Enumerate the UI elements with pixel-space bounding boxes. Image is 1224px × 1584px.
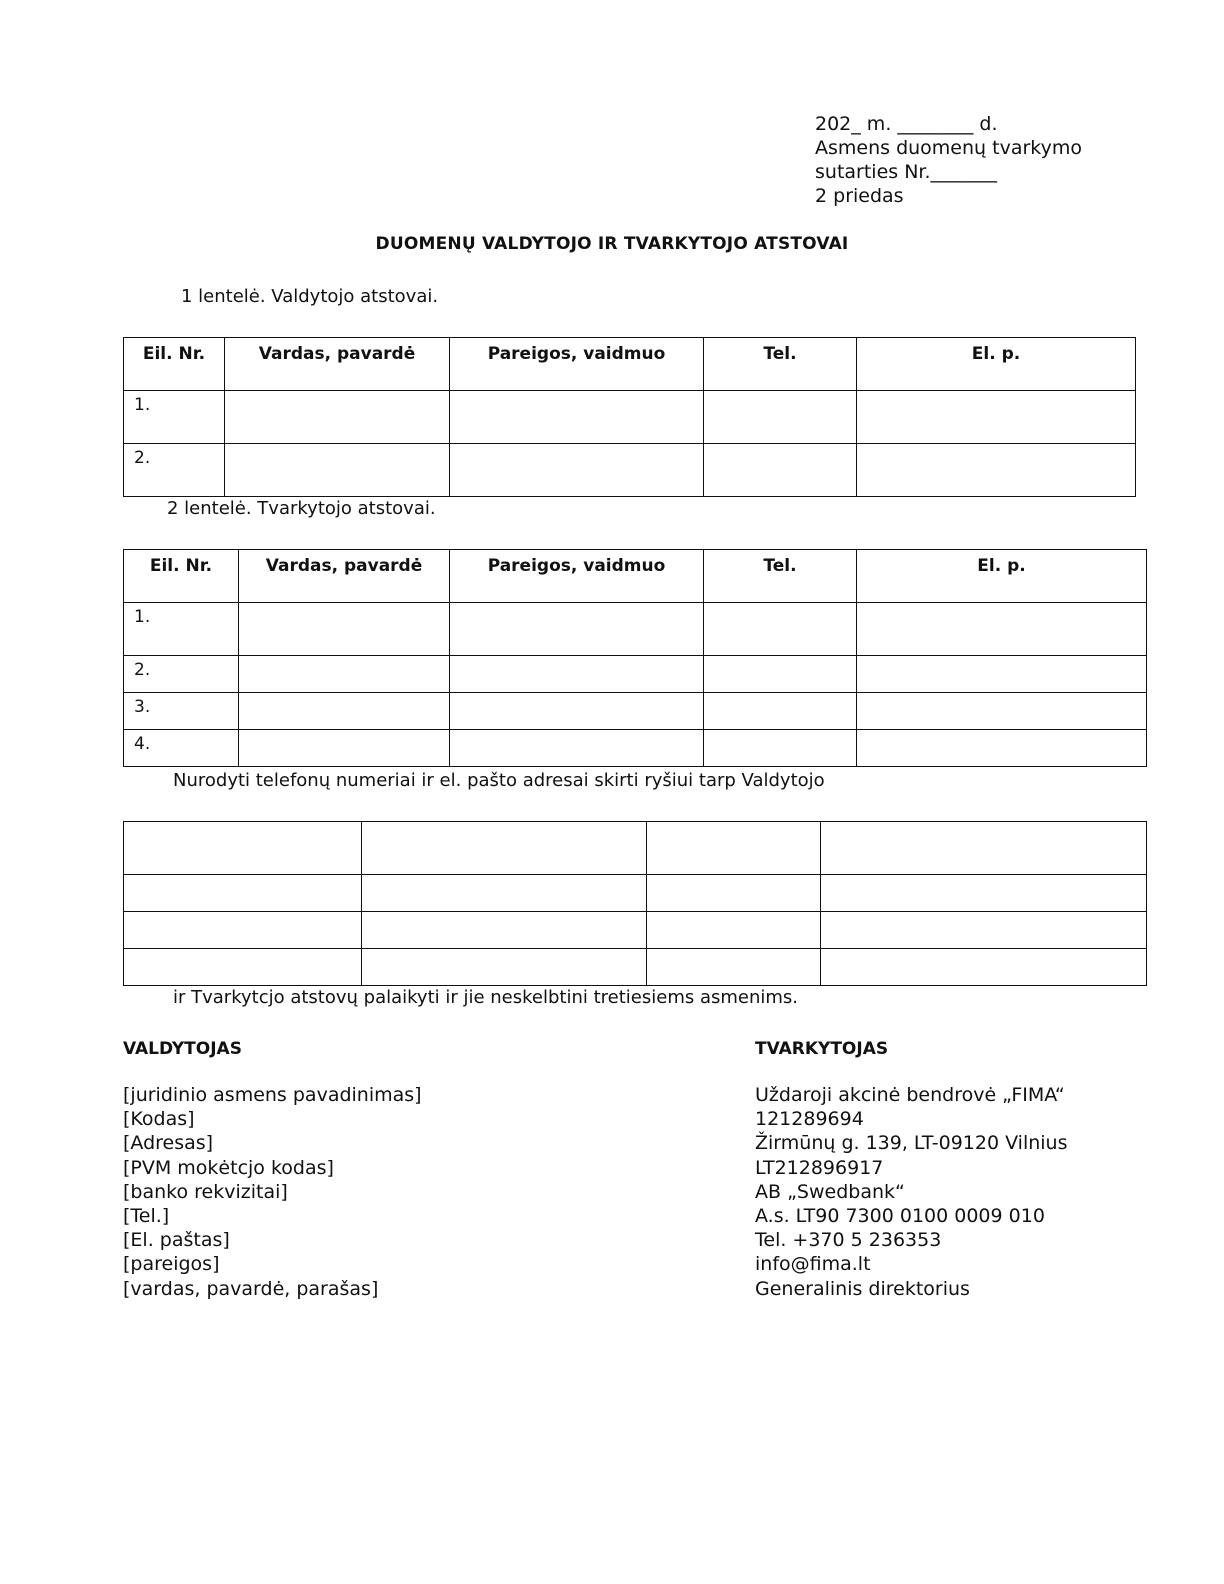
header-line-4: 2 priedas	[815, 185, 904, 207]
controller-line: [pareigos]	[123, 1253, 220, 1276]
processor-representatives-table	[123, 549, 1147, 767]
document-header	[815, 112, 1082, 208]
contact-note-end: ir Tvarkytcjo atstovų palaikyti ir jie neskelbtini tretiesiems asmenims.	[173, 987, 799, 1008]
processor-line: 121289694	[755, 1108, 864, 1131]
header-line-3: sutarties Nr._______	[815, 161, 998, 183]
col-header-number: Eil. Nr.	[124, 550, 239, 603]
date-line: 202_ m. ________ d.	[815, 113, 998, 135]
empty-cell[interactable]	[647, 875, 821, 912]
table-row	[124, 875, 1147, 912]
empty-cell[interactable]	[362, 949, 647, 986]
phone-cell[interactable]	[704, 444, 857, 497]
email-cell[interactable]	[857, 603, 1147, 656]
name-cell[interactable]	[225, 391, 450, 444]
header-line-2: Asmens duomenų tvarkymo	[815, 137, 1082, 159]
email-cell[interactable]	[857, 730, 1147, 767]
table-row	[124, 693, 1147, 730]
email-cell[interactable]	[857, 391, 1136, 444]
contact-note-start: Nurodyti telefonų numeriai ir el. pašto adresai skirti ryšiui tarp Valdytojo	[173, 770, 825, 791]
processor-details	[755, 1083, 1068, 1301]
controller-details	[123, 1083, 422, 1301]
row-number: 1.	[124, 603, 239, 656]
col-header-phone: Tel.	[704, 338, 857, 391]
empty-cell[interactable]	[124, 912, 362, 949]
email-cell[interactable]	[857, 656, 1147, 693]
processor-line: Žirmūnų g. 139, LT-09120 Vilnius	[755, 1132, 1068, 1155]
row-number: 4.	[124, 730, 239, 767]
empty-cell[interactable]	[821, 875, 1147, 912]
col-header-position: Pareigos, vaidmuo	[450, 338, 704, 391]
col-header-name: Vardas, pavardė	[239, 550, 450, 603]
processor-title: TVARKYTOJAS	[755, 1039, 889, 1059]
row-number: 2.	[124, 444, 225, 497]
table-row	[124, 656, 1147, 693]
table-row	[124, 912, 1147, 949]
empty-cell[interactable]	[647, 949, 821, 986]
col-header-name: Vardas, pavardė	[225, 338, 450, 391]
table-row	[124, 730, 1147, 767]
controller-title: VALDYTOJAS	[123, 1039, 242, 1059]
processor-email[interactable]: info@fima.lt	[755, 1253, 871, 1276]
empty-cell[interactable]	[362, 912, 647, 949]
table-row	[124, 949, 1147, 986]
empty-cell[interactable]	[821, 822, 1147, 875]
table2-caption: 2 lentelė. Tvarkytojo atstovai.	[167, 498, 436, 519]
col-header-email: El. p.	[857, 550, 1147, 603]
controller-block	[123, 1039, 422, 1301]
email-cell[interactable]	[857, 444, 1136, 497]
empty-cell[interactable]	[124, 875, 362, 912]
empty-cell[interactable]	[647, 912, 821, 949]
controller-line: [juridinio asmens pavadinimas]	[123, 1084, 422, 1106]
position-cell[interactable]	[450, 444, 704, 497]
controller-line: [banko rekvizitai]	[123, 1180, 288, 1203]
row-number: 2.	[124, 656, 239, 693]
name-cell[interactable]	[239, 603, 450, 656]
controller-line: [Adresas]	[123, 1132, 214, 1155]
email-cell[interactable]	[857, 693, 1147, 730]
controller-line: [vardas, pavardė, parašas]	[123, 1277, 379, 1300]
row-number: 1.	[124, 391, 225, 444]
processor-line: A.s. LT90 7300 0100 0009 010	[755, 1205, 1045, 1228]
processor-line: Generalinis direktorius	[755, 1277, 970, 1300]
processor-line: Tel. +370 5 236353	[755, 1229, 942, 1252]
phone-cell[interactable]	[704, 603, 857, 656]
controller-representatives-table	[123, 337, 1136, 497]
position-cell[interactable]	[450, 656, 704, 693]
phone-cell[interactable]	[704, 656, 857, 693]
phone-cell[interactable]	[704, 730, 857, 767]
name-cell[interactable]	[239, 693, 450, 730]
empty-cell[interactable]	[124, 949, 362, 986]
controller-line: [Kodas]	[123, 1108, 195, 1131]
empty-contacts-table	[123, 821, 1147, 986]
page-title: DUOMENŲ VALDYTOJO IR TVARKYTOJO ATSTOVAI	[375, 234, 849, 254]
empty-cell[interactable]	[124, 822, 362, 875]
processor-line: LT212896917	[755, 1156, 884, 1179]
controller-line: [PVM mokėtcjo kodas]	[123, 1156, 334, 1179]
empty-cell[interactable]	[821, 949, 1147, 986]
controller-line: [El. paštas]	[123, 1229, 230, 1252]
col-header-phone: Tel.	[704, 550, 857, 603]
table-row	[124, 444, 1136, 497]
position-cell[interactable]	[450, 730, 704, 767]
processor-block	[755, 1039, 1068, 1301]
controller-line: [Tel.]	[123, 1205, 170, 1228]
table-row	[124, 391, 1136, 444]
position-cell[interactable]	[450, 391, 704, 444]
row-number: 3.	[124, 693, 239, 730]
empty-cell[interactable]	[362, 875, 647, 912]
empty-cell[interactable]	[647, 822, 821, 875]
position-cell[interactable]	[450, 693, 704, 730]
empty-cell[interactable]	[821, 912, 1147, 949]
empty-cell[interactable]	[362, 822, 647, 875]
col-header-number: Eil. Nr.	[124, 338, 225, 391]
col-header-email: El. p.	[857, 338, 1136, 391]
phone-cell[interactable]	[704, 693, 857, 730]
name-cell[interactable]	[239, 730, 450, 767]
processor-line: AB „Swedbank“	[755, 1180, 905, 1203]
name-cell[interactable]	[239, 656, 450, 693]
table1-caption: 1 lentelė. Valdytojo atstovai.	[181, 286, 439, 307]
col-header-position: Pareigos, vaidmuo	[450, 550, 704, 603]
phone-cell[interactable]	[704, 391, 857, 444]
position-cell[interactable]	[450, 603, 704, 656]
name-cell[interactable]	[225, 444, 450, 497]
table-row	[124, 603, 1147, 656]
table-row	[124, 822, 1147, 875]
processor-line: Uždaroji akcinė bendrovė „FIMA“	[755, 1084, 1065, 1106]
